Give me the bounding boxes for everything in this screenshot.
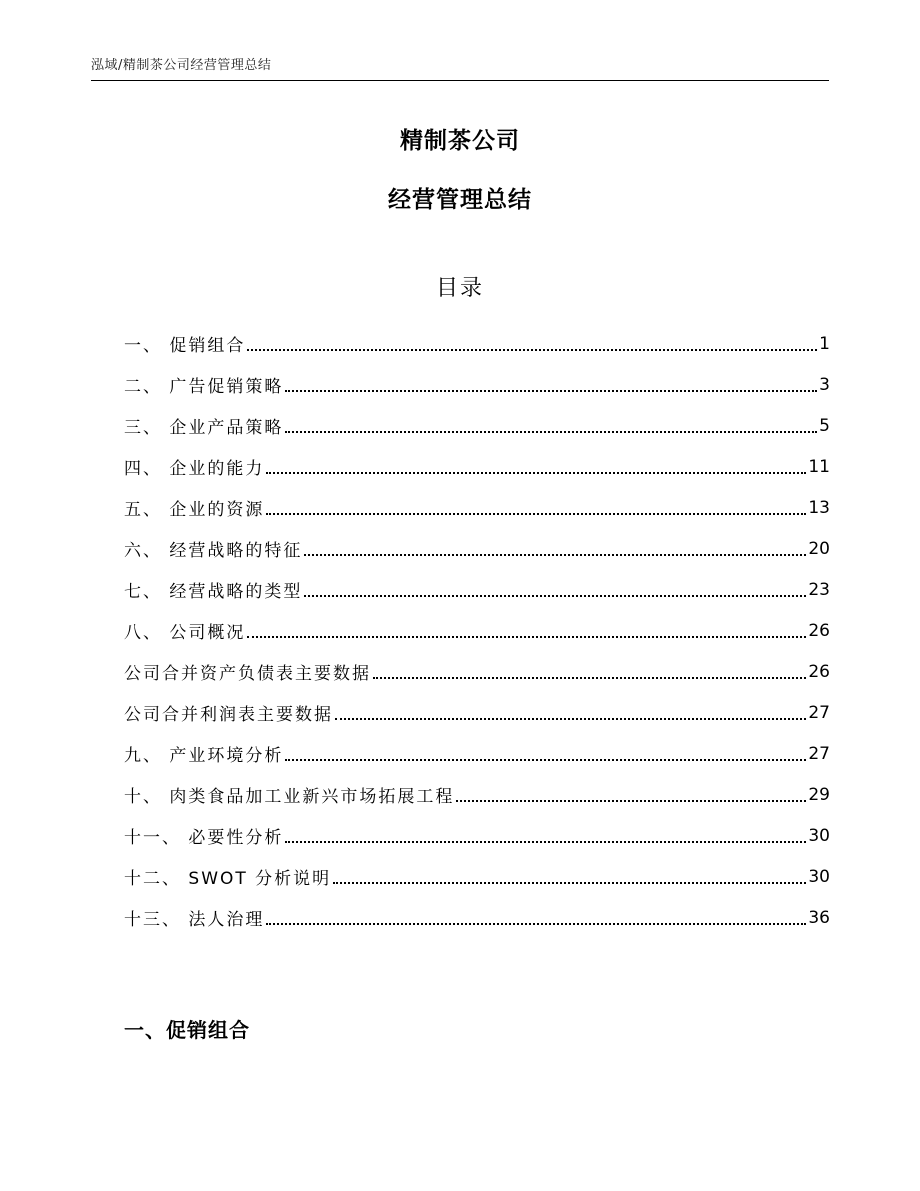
toc-entry-label: 二、 广告促销策略	[124, 377, 284, 397]
toc-entry-page: 30	[808, 866, 830, 887]
toc-entry-page: 36	[808, 907, 830, 928]
toc-entry-label: 十二、 SWOT 分析说明	[124, 869, 332, 889]
toc-entry[interactable]	[124, 446, 830, 487]
document-title-company: 精制茶公司	[400, 128, 520, 154]
toc-leader-dots	[304, 554, 806, 556]
toc-entry-label: 三、 企业产品策略	[124, 418, 284, 438]
toc-entry-page: 26	[808, 620, 830, 641]
toc-entry-label: 九、 产业环境分析	[124, 746, 284, 766]
toc-entry-page: 26	[808, 661, 830, 682]
toc-entry[interactable]	[124, 774, 830, 815]
toc-leader-dots	[247, 349, 817, 351]
toc-entry-label: 五、 企业的资源	[124, 500, 265, 520]
toc-entry[interactable]	[124, 897, 830, 938]
toc-entry-page: 1	[819, 333, 830, 354]
toc-entry[interactable]	[124, 856, 830, 897]
toc-entry[interactable]	[124, 323, 830, 364]
toc-entry[interactable]	[124, 364, 830, 405]
toc-entry-page: 5	[819, 415, 830, 436]
toc-entry-label: 公司合并利润表主要数据	[124, 705, 333, 725]
toc-leader-dots	[333, 882, 806, 884]
toc-leader-dots	[456, 800, 806, 802]
toc-entry-label: 七、 经营战略的类型	[124, 582, 303, 602]
toc-entry-label: 公司合并资产负债表主要数据	[124, 664, 371, 684]
toc-entry-page: 29	[808, 784, 830, 805]
toc-entry-label: 四、 企业的能力	[124, 459, 265, 479]
toc-entry-page: 11	[808, 456, 830, 477]
toc-entry[interactable]	[124, 733, 830, 774]
toc-entry-label: 十、 肉类食品加工业新兴市场拓展工程	[124, 787, 455, 807]
toc-leader-dots	[247, 636, 806, 638]
toc-entry-page: 13	[808, 497, 830, 518]
toc-entry[interactable]	[124, 692, 830, 733]
document-title-subject: 经营管理总结	[388, 187, 532, 213]
toc-entry-label: 一、 促销组合	[124, 336, 246, 356]
toc-entry-page: 20	[808, 538, 830, 559]
toc-entry[interactable]	[124, 487, 830, 528]
toc-entry-label: 十一、 必要性分析	[124, 828, 284, 848]
toc-leader-dots	[266, 923, 806, 925]
toc-leader-dots	[285, 390, 817, 392]
toc-leader-dots	[335, 718, 806, 720]
toc-entry-page: 30	[808, 825, 830, 846]
toc-entry[interactable]	[124, 815, 830, 856]
header-rule	[91, 80, 829, 81]
toc-entry[interactable]	[124, 610, 830, 651]
toc-entry-page: 27	[808, 702, 830, 723]
toc-entry[interactable]	[124, 569, 830, 610]
toc-leader-dots	[373, 677, 806, 679]
toc-entry[interactable]	[124, 405, 830, 446]
toc-leader-dots	[285, 759, 806, 761]
toc-leader-dots	[285, 841, 806, 843]
toc-leader-dots	[304, 595, 806, 597]
toc-entry-page: 27	[808, 743, 830, 764]
toc-entry-page: 3	[819, 374, 830, 395]
toc-leader-dots	[266, 472, 806, 474]
table-of-contents	[124, 323, 830, 938]
toc-entry[interactable]	[124, 528, 830, 569]
toc-entry-label: 六、 经营战略的特征	[124, 541, 303, 561]
toc-entry-page: 23	[808, 579, 830, 600]
section-heading: 一、促销组合	[124, 1018, 250, 1042]
toc-entry-label: 八、 公司概况	[124, 623, 246, 643]
toc-entry-label: 十三、 法人治理	[124, 910, 265, 930]
toc-leader-dots	[285, 431, 817, 433]
toc-entry[interactable]	[124, 651, 830, 692]
toc-leader-dots	[266, 513, 806, 515]
toc-heading: 目录	[435, 276, 484, 301]
running-header: 泓域/精制茶公司经营管理总结	[91, 58, 272, 73]
